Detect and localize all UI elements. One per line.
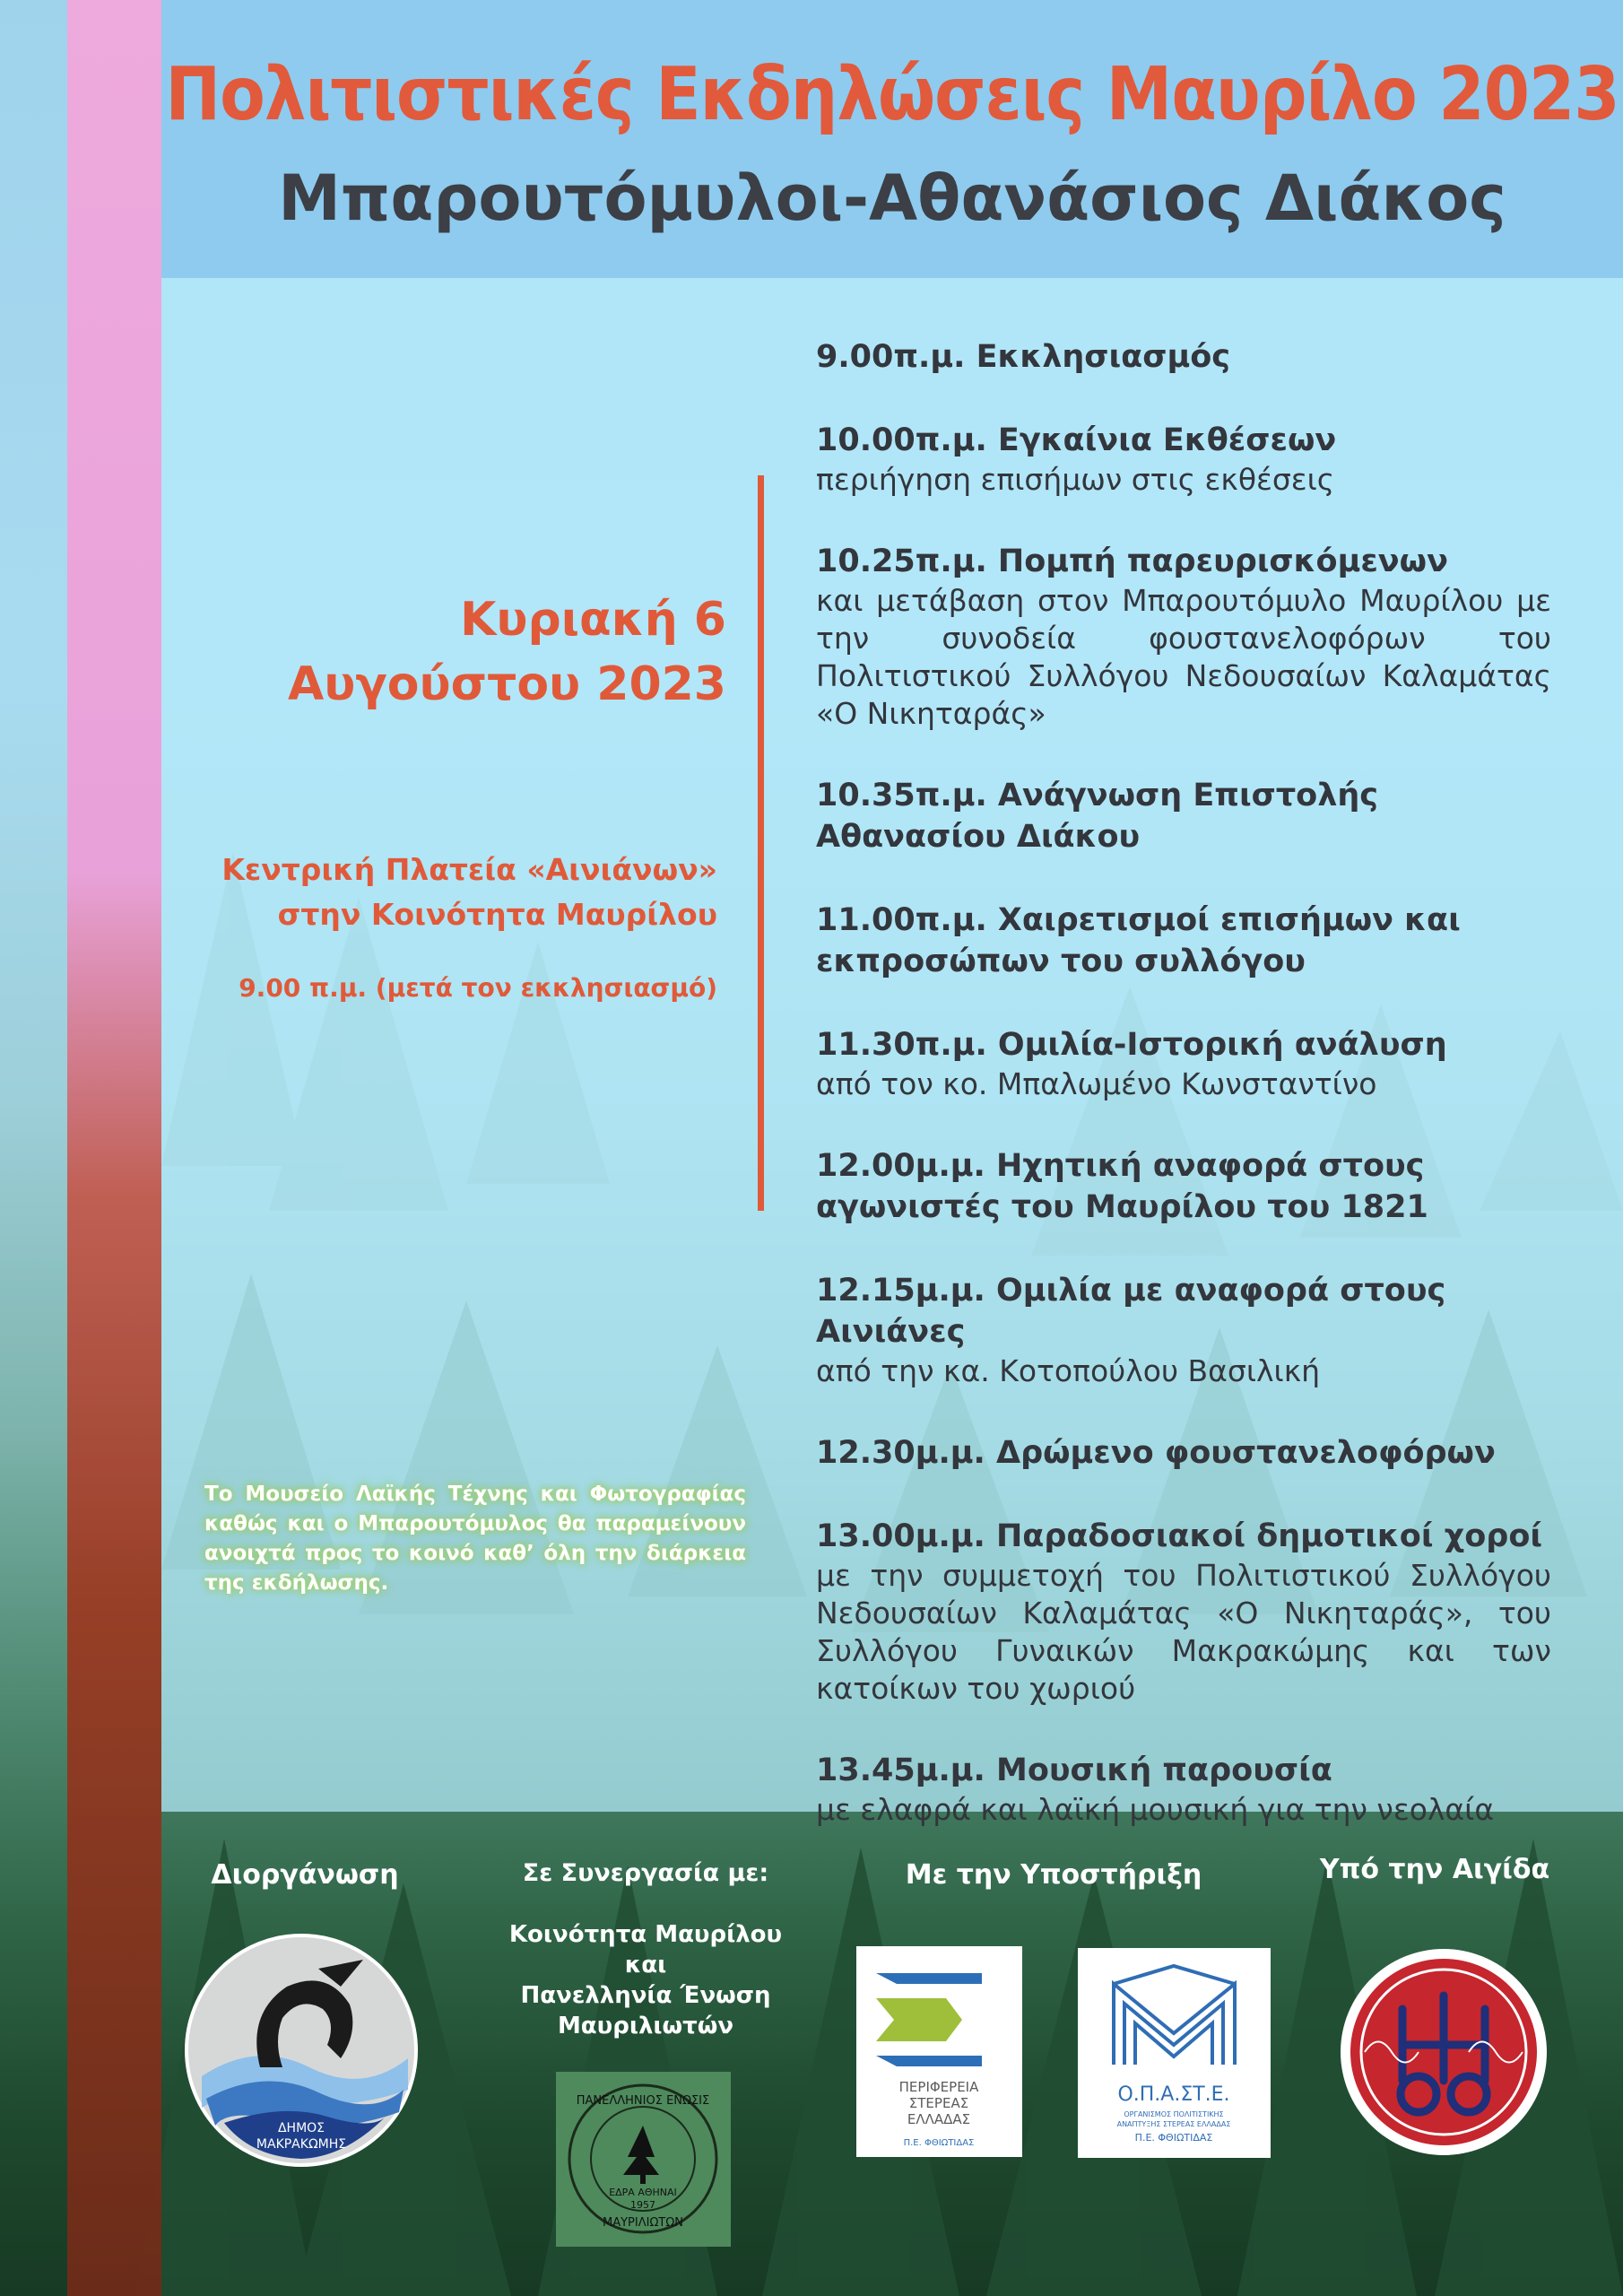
partners-line-1: Κοινότητα Μαυρίλου [508,1921,783,1948]
schedule-item-desc: περιήγηση επισήμων στις εκθέσεις [816,462,1335,497]
schedule-item-desc: με ελαφρά και λαϊκή μουσική για την νεολαία [816,1792,1495,1827]
support-label: Με την Υποστήριξη [905,1859,1202,1891]
schedule-item [816,1432,1551,1474]
schedule-item [816,1516,1551,1708]
schedule-item-head: 10.35π.μ. Ανάγνωση Επιστολής Αθανασίου Διάκου [816,778,1379,855]
schedule-item [816,900,1551,982]
schedule-item [816,1270,1551,1390]
schedule-item-desc: από τον κο. Μπαλωμένο Κωνσταντίνο [816,1066,1377,1101]
venue-line-2: στην Κοινότητα Μαυρίλου [277,897,717,932]
schedule-item [816,1750,1551,1829]
partners-text [498,1919,794,2041]
cooperation-label: Σε Συνεργασία με: [522,1859,769,1887]
schedule-item [816,541,1551,733]
schedule-item-desc: με την συμμετοχή του Πολιτιστικού Συλλόγου Νεδουσαίων Καλαμάτας «Ο Νικηταράς», του Συλλόγου Γυναικών Μακρακώμης και των κατοίκων του χωριού [816,1558,1551,1706]
dimos-makrakomis-logo [184,1933,419,2168]
schedule-item-head: 13.00μ.μ. Παραδοσιακοί δημοτικοί χοροί [816,1518,1543,1554]
date-line-2: Αυγούστου 2023 [288,657,726,711]
schedule-item-head: 11.30π.μ. Ομιλία-Ιστορική ανάλυση [816,1027,1447,1063]
perifereia-line-3: ΕΛΛΑΔΑΣ [907,2111,971,2127]
schedule-item-head: 12.30μ.μ. Δρώμενο φουστανελοφόρων [816,1435,1496,1471]
perifereia-line-2: ΣΤΕΡΕΑΣ [908,2095,969,2111]
perifereia-logo [856,1946,1022,2157]
schedule-item [816,420,1551,499]
metropolis-emblem [1338,1946,1549,2158]
schedule-item-head: 11.00π.μ. Χαιρετισμοί επισήμων και εκπροσώπων του συλλόγου [816,902,1461,979]
partners-line-4: Μαυριλιωτών [557,2013,734,2039]
panellinios-enosis-logo [556,2072,731,2247]
dimos-logo-line-2: ΜΑΚΡΑΚΩΜΗΣ [256,2137,347,2152]
divider-line [758,475,764,1211]
schedule-item-head: 12.15μ.μ. Ομιλία με αναφορά στους Αινιάνες [816,1273,1446,1350]
enosi-logo-line-1: ΕΔΡΑ ΑΘΗΝΑΙ [609,2187,677,2198]
decorative-stripe [67,0,161,2296]
dimos-logo-line-1: ΔΗΜΟΣ [277,2121,325,2135]
schedule-item [816,1024,1551,1103]
organizer-label: Διοργάνωση [211,1859,399,1891]
event-start-time: 9.00 π.μ. (μετά τον εκκλησιασμό) [239,973,717,1003]
enosi-ring-bottom: ΜΑΥΡΙΛΙΩΤΩΝ [603,2216,683,2230]
enosi-logo-line-2: 1957 [630,2199,655,2211]
schedule-item-desc: από την κα. Κοτοπούλου Βασιλική [816,1353,1321,1388]
schedule-item-head: 10.00π.μ. Εγκαίνια Εκθέσεων [816,422,1337,458]
opaste-line-1: ΟΡΓΑΝΙΣΜΟΣ ΠΟΛΙΤΙΣΤΙΚΗΣ [1124,2110,1224,2118]
event-venue [179,848,717,937]
museum-note: Το Μουσείο Λαϊκής Τέχνης και Φωτογραφίας καθώς και ο Μπαρουτόμυλος θα παραμείνουν ανοιχτά προς το κοινό καθ’ όλη την διάρκεια της εκδήλωσης. [204,1483,746,1595]
page-title: Πολιτιστικές Εκδηλώσεις Μαυρίλο 2023 [165,52,1619,137]
schedule-item-head: 13.45μ.μ. Μουσική παρουσία [816,1752,1332,1788]
opaste-logo [1078,1948,1271,2158]
perifereia-line-1: ΠΕΡΙΦΕΡΕΙΑ [898,2079,979,2095]
date-line-1: Κυριακή 6 [460,593,726,647]
schedule-list [816,336,1551,1871]
opaste-line-3: Π.Ε. ΦΘΙΩΤΙΔΑΣ [1134,2132,1213,2144]
schedule-item [816,1145,1551,1228]
opaste-line-2: ΑΝΑΠΤΥΞΗΣ ΣΤΕΡΕΑΣ ΕΛΛΑΔΑΣ [1116,2120,1231,2128]
schedule-item-head: 9.00π.μ. Εκκλησιασμός [816,339,1231,375]
schedule-item [816,775,1551,857]
partners-line-3: Πανελληνία Ένωση [520,1982,771,2009]
enosi-ring-top: ΠΑΝΕΛΛΗΝΙΟΣ ΕΝΩΣΙΣ [576,2094,710,2108]
schedule-item-desc: και μετάβαση στον Μπαρουτόμυλο Μαυρίλου με την συνοδεία φουστανελοφόρων του Πολιτιστικού Συλλόγου Νεδουσαίων Καλαμάτας «Ο Νικηταράς» [816,583,1551,731]
aegis-label: Υπό την Αιγίδα [1319,1854,1550,1885]
page-subtitle: Μπαρουτόμυλοι-Αθανάσιος Διάκος [278,161,1506,235]
schedule-item [816,336,1551,378]
perifereia-line-4: Π.Ε. ΦΘΙΩΤΙΔΑΣ [903,2138,975,2148]
event-date [260,587,726,717]
venue-line-1: Κεντρική Πλατεία «Αινιάνων» [221,852,717,887]
partners-line-2: και [624,1952,667,1979]
header-band [161,0,1623,278]
schedule-item-head: 12.00μ.μ. Ηχητική αναφορά στους αγωνιστές του Μαυρίλου του 1821 [816,1148,1428,1225]
opaste-name: Ο.Π.Α.ΣΤ.Ε. [1117,2083,1230,2106]
schedule-item-head: 10.25π.μ. Πομπή παρευρισκόμενων [816,544,1448,579]
